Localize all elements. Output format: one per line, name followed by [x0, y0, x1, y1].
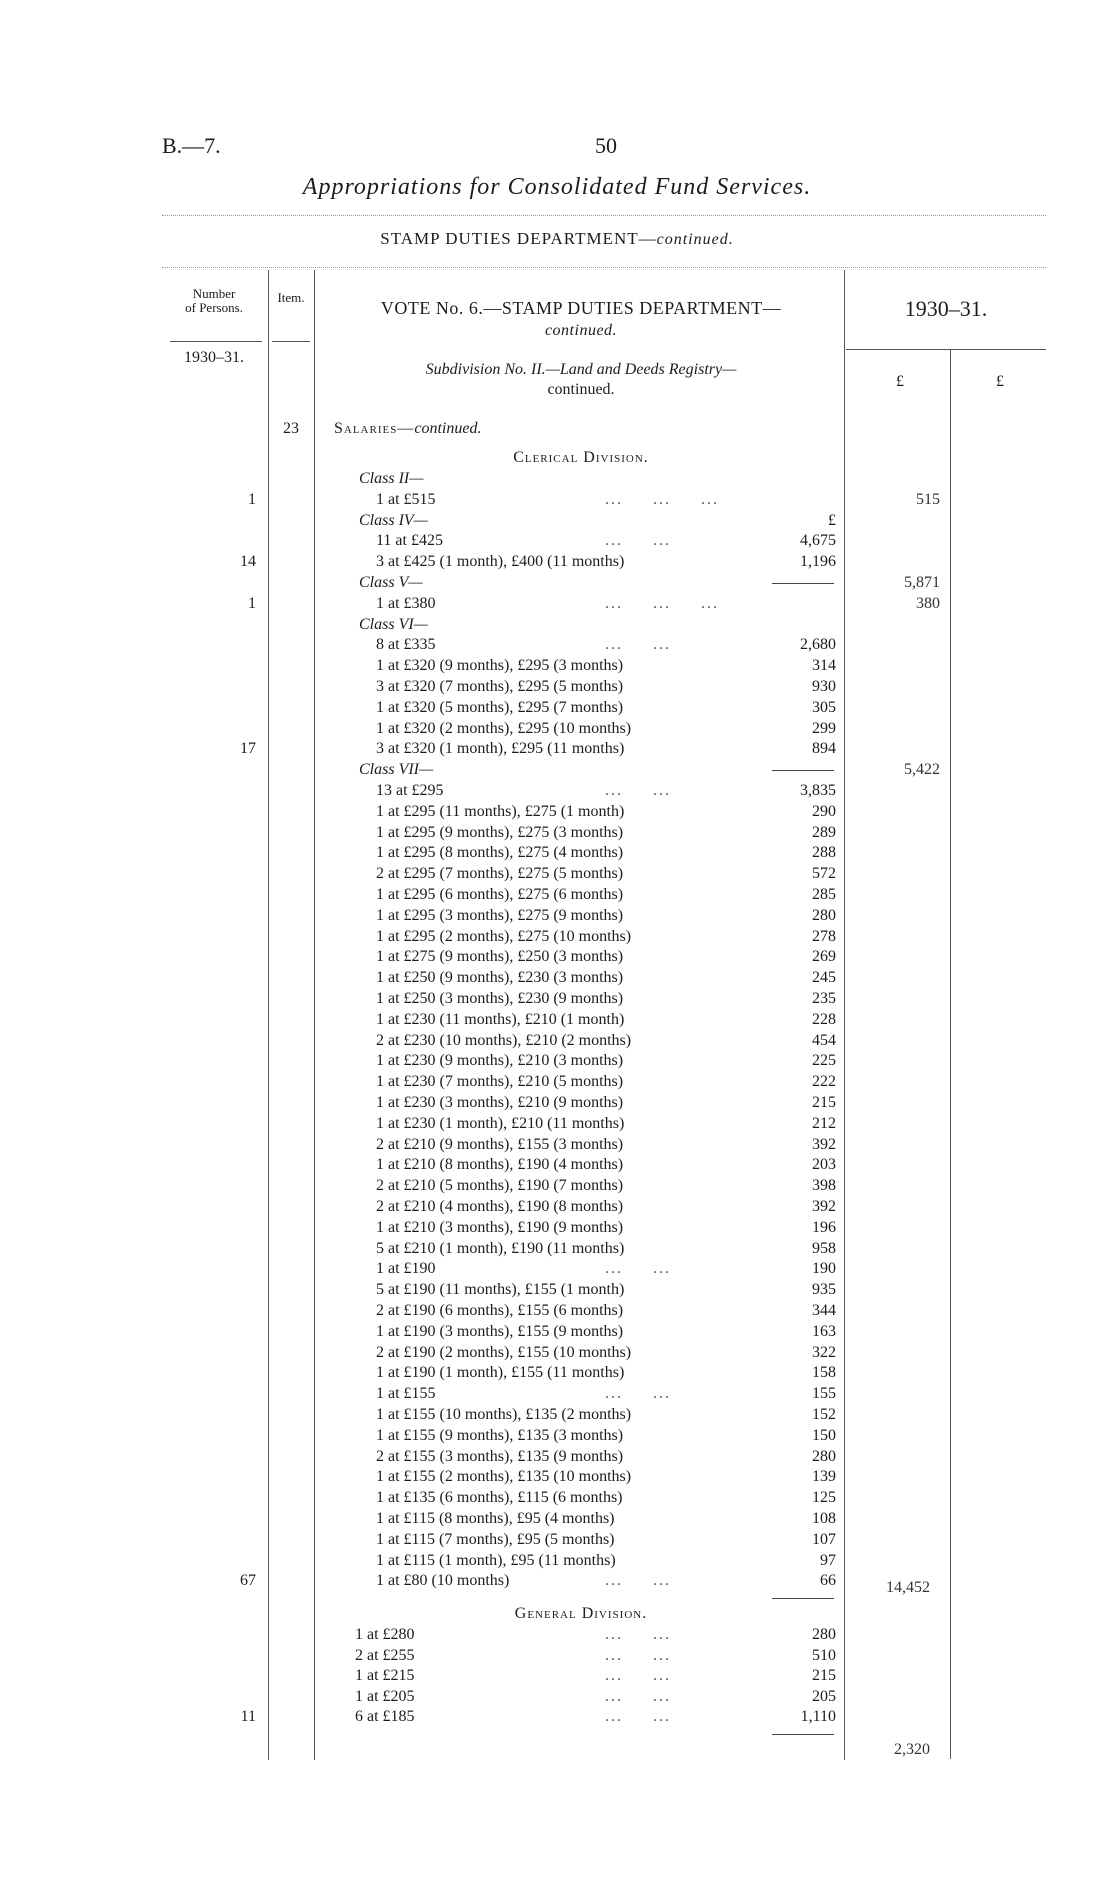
line-amount: 152 [812, 1406, 836, 1423]
salary-description: 11 at £425 [376, 532, 443, 550]
line-amount: 235 [812, 990, 836, 1007]
salary-description: 1 at £190 [376, 1260, 436, 1278]
salary-line [376, 1239, 624, 1259]
salary-description: 3 at £320 (7 months), £295 (5 months) [376, 678, 624, 695]
salary-line [376, 947, 623, 967]
line-amount: 1,196 [800, 553, 836, 571]
leader-dots: ... ... [605, 532, 671, 550]
salary-line [376, 1010, 624, 1030]
leader-dots: ... ... [605, 782, 671, 799]
salary-line [376, 968, 623, 988]
salary-description: 1 at £230 (9 months), £210 (3 months) [376, 1052, 624, 1070]
salary-line [376, 1509, 615, 1529]
salary-line [355, 1687, 415, 1707]
line-amount: 107 [812, 1530, 836, 1548]
salary-description: 1 at £230 (1 month), £210 (11 months) [376, 1114, 625, 1132]
general-division-heading: General Division. [514, 1605, 648, 1622]
line-amount: 97 [820, 1551, 836, 1569]
salary-description: 1 at £80 (10 months) [376, 1572, 510, 1590]
line-amount: 215 [812, 1667, 836, 1684]
salary-description: 1 at £295 (2 months), £275 (10 months) [376, 927, 632, 945]
salary-description: 1 at £295 (11 months), £275 (1 month) [376, 802, 625, 820]
leader-dots: ... ... [605, 1667, 671, 1684]
line-amount: 935 [812, 1281, 836, 1299]
line-amount: 305 [812, 698, 836, 716]
line-amount: 245 [812, 969, 836, 987]
line-amount: 3,835 [800, 782, 836, 799]
line-amount: 125 [812, 1489, 836, 1507]
table-top-rule [162, 267, 1046, 268]
salary-description: 1 at £250 (9 months), £230 (3 months) [376, 969, 624, 987]
line-amount: 280 [812, 906, 836, 924]
line-amount: 196 [812, 1218, 836, 1236]
salary-line [376, 1197, 623, 1217]
salary-description: Class II— [359, 470, 424, 487]
salary-description: 1 at £320 (5 months), £295 (7 months) [376, 698, 624, 716]
salary-line [376, 1176, 623, 1196]
line-amount: 290 [812, 802, 836, 820]
salary-line [376, 843, 623, 863]
salary-line [376, 719, 631, 739]
line-amount: 280 [812, 1626, 836, 1643]
leader-dots: ... ... [605, 1626, 671, 1643]
line-amount: 314 [812, 657, 836, 675]
leader-dots: ... ... [605, 1385, 671, 1403]
line-amount: 510 [812, 1646, 836, 1664]
leader-dots: ... ... [605, 1687, 671, 1705]
salary-line [376, 802, 624, 822]
line-amount: 163 [812, 1322, 836, 1340]
line-amount: 289 [812, 823, 836, 841]
salary-line [376, 1530, 615, 1550]
column-rule [268, 270, 269, 1760]
clerical-division-heading: Clerical Division. [513, 449, 649, 466]
line-amount: 930 [812, 678, 836, 695]
line-amount: 280 [812, 1447, 836, 1465]
subtotal-rule [772, 1734, 834, 1735]
line-amount: 139 [812, 1468, 836, 1486]
salary-line [376, 490, 436, 510]
salary-description: 1 at £230 (7 months), £210 (5 months) [376, 1073, 624, 1091]
salary-description: 3 at £320 (1 month), £295 (11 months) [376, 740, 625, 758]
salary-line [376, 1343, 631, 1363]
salary-line [376, 864, 623, 884]
salary-line [376, 1259, 436, 1279]
salary-description: 1 at £275 (9 months), £250 (3 months) [376, 948, 624, 966]
salary-description: 2 at £210 (5 months), £190 (7 months) [376, 1177, 624, 1195]
persons-count: 11 [240, 1708, 256, 1725]
salary-description: 6 at £185 [355, 1708, 415, 1725]
salary-description: 8 at £335 [376, 636, 436, 654]
column-rule [950, 349, 951, 1759]
salary-description: Class VI— [359, 615, 428, 633]
department-heading: STAMP DUTIES DEPARTMENT—continued. [380, 229, 734, 248]
salary-line [376, 989, 623, 1009]
persons-year: 1930–31. [184, 349, 244, 366]
column-number-of-persons: Number of Persons. [185, 286, 243, 315]
salary-line [376, 1301, 623, 1321]
salary-description: 13 at £295 [376, 782, 444, 799]
salary-description: 1 at £190 (1 month), £155 (11 months) [376, 1364, 625, 1382]
salary-description: 2 at £190 (6 months), £155 (6 months) [376, 1302, 624, 1319]
line-amount: 285 [812, 886, 836, 903]
line-amount: 155 [812, 1385, 836, 1403]
subtotal-rule [772, 1598, 834, 1599]
line-amount: 398 [812, 1177, 836, 1195]
salary-line [376, 823, 623, 843]
salary-description: 3 at £425 (1 month), £400 (11 months) [376, 553, 625, 571]
salary-description: 1 at £295 (9 months), £275 (3 months) [376, 823, 624, 841]
line-amount: 299 [812, 719, 836, 737]
salary-line [376, 531, 443, 551]
pound-symbol: £ [996, 373, 1004, 390]
salary-line [355, 1646, 415, 1666]
salary-line [376, 594, 436, 614]
salary-line [376, 739, 624, 759]
page-number: 50 [595, 133, 617, 158]
salary-line [376, 1135, 623, 1155]
class-heading [359, 511, 428, 531]
header-rule [272, 341, 310, 342]
salary-line [376, 635, 436, 655]
salary-line [376, 1405, 631, 1425]
salary-line [376, 1280, 624, 1300]
vote-heading: VOTE No. 6.—STAMP DUTIES DEPARTMENT— continued. [380, 298, 782, 339]
subdivision-heading: Subdivision No. II.—Land and Deeds Registry— continued. [425, 361, 737, 398]
salary-line [376, 1426, 623, 1446]
class-heading [359, 573, 423, 593]
line-amount: 278 [812, 927, 836, 945]
line-amount: 454 [812, 1031, 836, 1049]
line-amount: 66 [820, 1572, 836, 1590]
salary-description: 1 at £210 (3 months), £190 (9 months) [376, 1218, 624, 1236]
salary-description: Class IV— [359, 511, 428, 529]
subtotal-rule [772, 770, 834, 771]
salary-line [376, 1363, 624, 1383]
persons-count: 67 [240, 1572, 256, 1590]
line-amount: 4,675 [800, 532, 836, 550]
line-amount: 269 [812, 948, 836, 966]
salary-line [376, 698, 623, 718]
salary-description: 2 at £210 (9 months), £155 (3 months) [376, 1135, 624, 1153]
division-total: 14,452 [886, 1579, 930, 1596]
salary-line [376, 1551, 616, 1571]
salary-description: 1 at £280 [355, 1626, 415, 1643]
salary-line [376, 677, 623, 697]
salary-line [376, 552, 624, 572]
class-heading [359, 469, 423, 489]
salary-line [376, 1384, 436, 1404]
salary-description: 1 at £380 [376, 594, 436, 612]
salary-line [355, 1707, 415, 1727]
line-amount: 322 [812, 1343, 836, 1361]
salary-line [376, 1114, 624, 1134]
salary-line [376, 1051, 623, 1071]
salary-line [376, 1093, 623, 1113]
page-title: Appropriations for Consolidated Fund Services. [302, 174, 812, 200]
pound-symbol: £ [896, 373, 904, 390]
header-rule [170, 341, 262, 342]
salary-line [376, 927, 631, 947]
line-amount: 228 [812, 1010, 836, 1028]
line-amount: 158 [812, 1364, 836, 1382]
leader-dots: ... ... [605, 1646, 671, 1664]
salary-line [355, 1666, 415, 1686]
line-amount: 344 [812, 1302, 836, 1319]
line-amount: £ [828, 511, 836, 529]
line-amount: 190 [812, 1260, 836, 1278]
persons-count: 17 [240, 740, 256, 758]
subtotal-rule [772, 583, 834, 584]
salary-description: Class VII— [359, 761, 434, 779]
line-amount: 572 [812, 865, 836, 883]
class-total: 5,871 [904, 574, 940, 591]
line-amount: 108 [812, 1510, 836, 1527]
class-total: 380 [916, 594, 940, 612]
line-amount: 215 [812, 1094, 836, 1111]
header-rule [846, 349, 1046, 350]
salary-description: 1 at £115 (8 months), £95 (4 months) [376, 1510, 615, 1527]
salary-description: 5 at £210 (1 month), £190 (11 months) [376, 1239, 625, 1257]
salary-description: 1 at £190 (3 months), £155 (9 months) [376, 1322, 624, 1340]
line-amount: 894 [812, 740, 836, 758]
salary-description: 1 at £135 (6 months), £115 (6 months) [376, 1489, 623, 1507]
salary-line [376, 1072, 623, 1092]
column-rule [314, 270, 315, 1760]
salary-description: 1 at £250 (3 months), £230 (9 months) [376, 990, 624, 1007]
salary-description: Class V— [359, 574, 423, 591]
leader-dots: ... ... [605, 636, 671, 654]
column-year: 1930–31. [904, 296, 988, 321]
salary-line [376, 1447, 623, 1467]
line-amount: 150 [812, 1426, 836, 1444]
salaries-heading: Salaries—continued. [334, 420, 482, 437]
line-amount: 222 [812, 1073, 836, 1091]
division-total: 2,320 [894, 1741, 930, 1758]
salary-description: 2 at £190 (2 months), £155 (10 months) [376, 1343, 632, 1361]
line-amount: 392 [812, 1135, 836, 1153]
salary-description: 2 at £295 (7 months), £275 (5 months) [376, 865, 624, 883]
salary-line [376, 1155, 623, 1175]
title-rule [162, 215, 1046, 216]
line-amount: 225 [812, 1052, 836, 1070]
salary-description: 1 at £155 (10 months), £135 (2 months) [376, 1406, 632, 1423]
salary-description: 2 at £210 (4 months), £190 (8 months) [376, 1198, 624, 1215]
class-heading [359, 615, 428, 635]
salary-description: 1 at £295 (8 months), £275 (4 months) [376, 844, 624, 862]
persons-count: 14 [240, 553, 256, 571]
salary-line [376, 1488, 623, 1508]
line-amount: 288 [812, 844, 836, 862]
salary-description: 1 at £230 (11 months), £210 (1 month) [376, 1010, 625, 1028]
leader-dots: ... ... [605, 1572, 671, 1590]
leader-dots: ... ... [605, 1708, 671, 1725]
salary-description: 1 at £155 [376, 1385, 436, 1403]
salary-line [376, 781, 444, 801]
column-item: Item. [277, 290, 305, 305]
salary-description: 1 at £115 (7 months), £95 (5 months) [376, 1530, 615, 1548]
persons-count: 1 [248, 594, 256, 612]
salary-line [376, 1467, 631, 1487]
class-total: 5,422 [904, 761, 940, 779]
salary-description: 2 at £255 [355, 1646, 415, 1664]
salary-description: 1 at £210 (8 months), £190 (4 months) [376, 1156, 624, 1174]
salary-line [376, 1031, 631, 1051]
salary-description: 1 at £155 (9 months), £135 (3 months) [376, 1426, 624, 1444]
salary-description: 1 at £320 (2 months), £295 (10 months) [376, 719, 632, 737]
salary-description: 1 at £205 [355, 1687, 415, 1705]
salary-line [376, 1322, 623, 1342]
salary-description: 1 at £295 (6 months), £275 (6 months) [376, 886, 624, 903]
line-amount: 212 [812, 1114, 836, 1132]
leader-dots: ... ... [605, 1260, 671, 1278]
leader-dots: ... ... ... [605, 594, 719, 612]
line-amount: 392 [812, 1198, 836, 1215]
salary-line [376, 656, 623, 676]
document-code: B.—7. [162, 133, 221, 158]
salary-description: 1 at £155 (2 months), £135 (10 months) [376, 1468, 632, 1486]
salary-line [376, 906, 623, 926]
salary-description: 2 at £155 (3 months), £135 (9 months) [376, 1447, 624, 1465]
salary-description: 1 at £230 (3 months), £210 (9 months) [376, 1094, 624, 1111]
persons-count: 1 [248, 490, 256, 508]
class-heading [359, 760, 433, 780]
item-number: 23 [283, 420, 299, 437]
line-amount: 1,110 [800, 1708, 836, 1725]
salary-line [376, 1571, 509, 1591]
salary-line [376, 1218, 623, 1238]
salary-description: 1 at £515 [376, 490, 436, 508]
salary-line [355, 1625, 415, 1645]
salary-line [376, 885, 623, 905]
salary-description: 2 at £230 (10 months), £210 (2 months) [376, 1031, 632, 1049]
salary-description: 1 at £295 (3 months), £275 (9 months) [376, 906, 624, 924]
line-amount: 2,680 [800, 636, 836, 654]
line-amount: 205 [812, 1687, 836, 1705]
line-amount: 958 [812, 1239, 836, 1257]
class-total: 515 [916, 490, 940, 508]
leader-dots: ... ... ... [605, 490, 719, 508]
line-amount: 203 [812, 1156, 836, 1174]
salary-description: 1 at £320 (9 months), £295 (3 months) [376, 657, 624, 675]
salary-description: 1 at £115 (1 month), £95 (11 months) [376, 1551, 616, 1569]
salary-description: 5 at £190 (11 months), £155 (1 month) [376, 1281, 625, 1299]
salary-description: 1 at £215 [355, 1667, 415, 1684]
